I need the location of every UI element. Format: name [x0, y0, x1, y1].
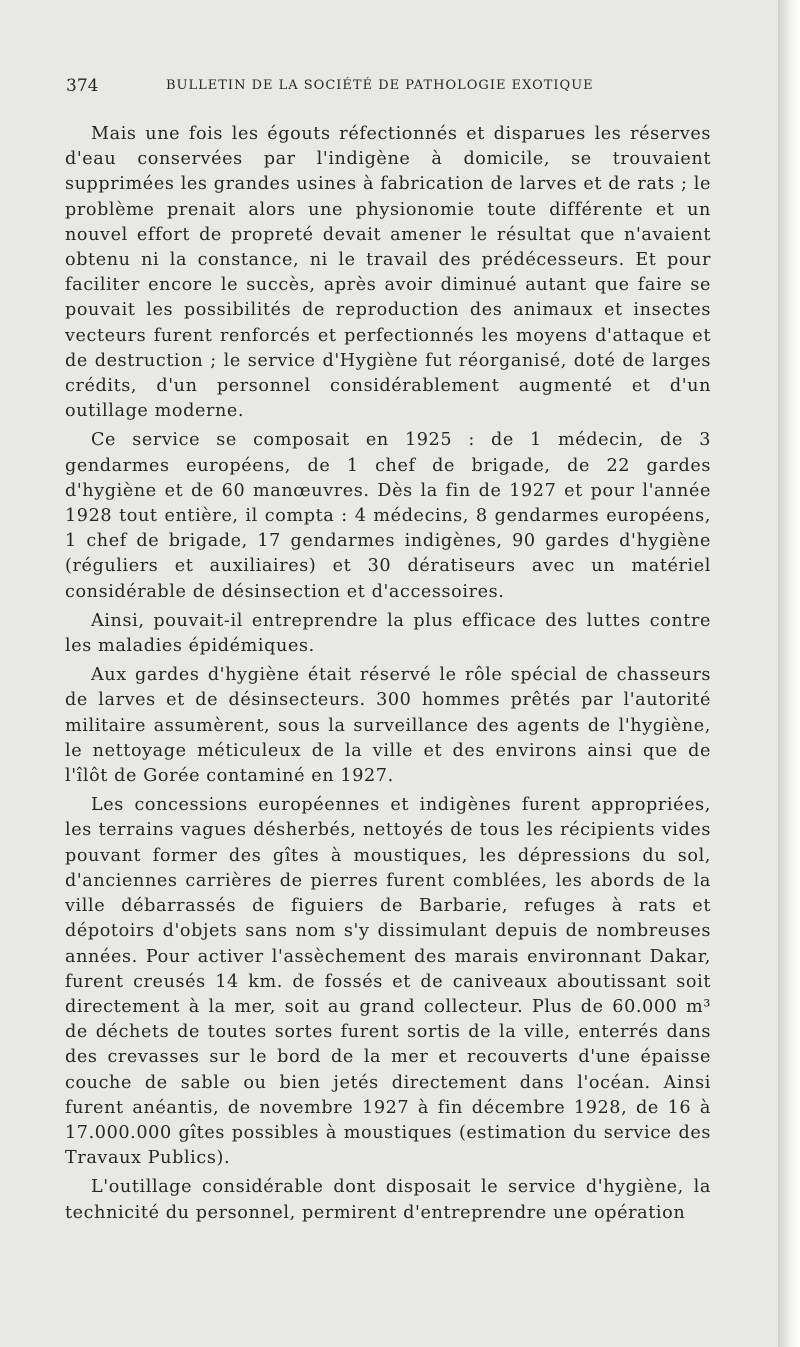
page-header — [66, 76, 706, 100]
paragraph-5: Les concessions européennes et indigènes furent appropriées, les terrains vagues désherbés, nettoyés de tous les récipients vides pouvant former des gîtes à moustiques, les dépressions du sol, d'anciennes carrières de pierres furent comblées, les abords de la ville débarrassés de figuiers de Barbarie, refuges à rats et dépotoirs d'objets sans nom s'y dissimulant depuis de nombreuses années. Pour activer l'assèchement des marais environnant Dakar, furent creusés 14 km. de fossés et de caniveaux aboutissant soit directement à la mer, soit au grand collecteur. Plus de 60.000 m³ de déchets de toutes sortes furent sortis de la ville, enterrés dans des crevasses sur le bord de la mer et recouverts d'une épaisse couche de sable ou bien jetés directement dans l'océan. Ainsi furent anéantis, de novembre 1927 à fin décembre 1928, de 16 à 17.000.000 gîtes possibles à moustiques (estimation du service des Travaux Publics). — [65, 795, 711, 1169]
running-title: BULLETIN DE LA SOCIÉTÉ DE PATHOLOGIE EXOTIQUE — [166, 78, 594, 93]
page-number: 374 — [66, 76, 99, 96]
page-edge — [778, 0, 800, 1347]
body-text — [65, 122, 711, 1230]
paragraph-1: Mais une fois les égouts réfectionnés et disparues les réserves d'eau conservées par l'indigène à domicile, se trouvaient supprimées les grandes usines à fabrication de larves et de rats ; le problème prenait alors une physionomie toute différente et un nouvel effort de propreté devait amener le résultat que n'avaient obtenu ni la constance, ni le travail des prédécesseurs. Et pour faciliter encore le succès, après avoir diminué autant que faire se pouvait les possibilités de reproduction des animaux et insectes vecteurs furent renforcés et perfectionnés les moyens d'attaque et de destruction ; le service d'Hygiène fut réorganisé, doté de larges crédits, d'un personnel considérablement augmenté et d'un outillage moderne. — [65, 124, 711, 422]
paragraph-4: Aux gardes d'hygiène était réservé le rôle spécial de chasseurs de larves et de désinsecteurs. 300 hommes prêtés par l'autorité militaire assumèrent, sous la surveillance des agents de l'hygiène, le nettoyage méticuleux de la ville et des environs ainsi que de l'îlôt de Gorée contaminé en 1927. — [65, 665, 711, 787]
paragraph-3: Ainsi, pouvait-il entreprendre la plus efficace des luttes contre les maladies épidémiques. — [65, 610, 711, 657]
paragraph-6: L'outillage considérable dont disposait le service d'hygiène, la technicité du personnel, permirent d'entreprendre une opération — [65, 1177, 711, 1223]
paragraph-2: Ce service se composait en 1925 : de 1 médecin, de 3 gendarmes européens, de 1 chef de brigade, de 22 gardes d'hygiène et de 60 manœuvres. Dès la fin de 1927 et pour l'année 1928 tout entière, il compta : 4 médecins, 8 gendarmes européens, 1 chef de brigade, 17 gendarmes indigènes, 90 gardes d'hygiène (réguliers et auxiliaires) et 30 dératiseurs avec un matériel considérable de désinsection et d'accessoires. — [65, 430, 711, 602]
